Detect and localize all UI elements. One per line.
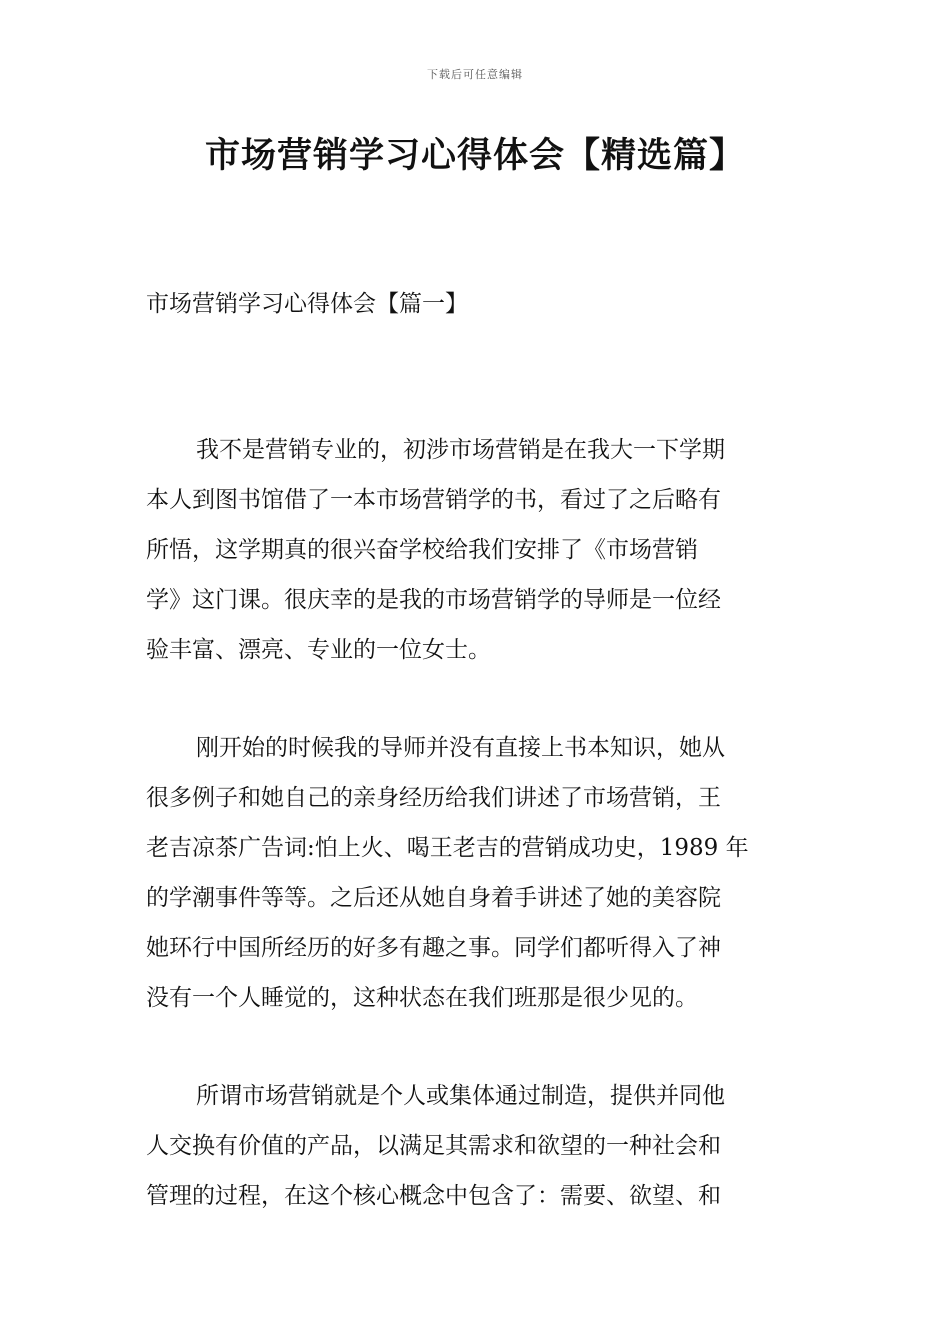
paragraph-line: 学》这门课。很庆幸的是我的市场营销学的导师是一位经: [146, 587, 721, 613]
paragraph-line: 人交换有价值的产品，以满足其需求和欲望的一种社会和: [146, 1133, 721, 1159]
paragraph-line: 刚开始的时候我的导师并没有直接上书本知识，她从: [196, 735, 725, 761]
section-heading: 市场营销学习心得体会【篇一】: [146, 291, 468, 317]
document-title: 市场营销学习心得体会【精选篇】: [204, 136, 745, 176]
paragraph-line: 本人到图书馆借了一本市场营销学的书，看过了之后略有: [146, 487, 721, 513]
paragraph-line: 没有一个人睡觉的，这种状态在我们班那是很少见的。: [146, 985, 698, 1011]
paragraph-3: [146, 1071, 806, 1221]
paragraph-line: 验丰富、漂亮、专业的一位女士。: [146, 637, 491, 663]
paragraph-line: 老吉凉茶广告词:怕上火、喝王老吉的营销成功史，1989 年: [146, 835, 749, 861]
paragraph-line: 所悟，这学期真的很兴奋学校给我们安排了《市场营销: [146, 537, 698, 563]
paragraph-2: [146, 723, 806, 1023]
paragraph-line: 很多例子和她自己的亲身经历给我们讲述了市场营销，王: [146, 785, 721, 811]
paragraph-line: 她环行中国所经历的好多有趣之事。同学们都听得入了神: [146, 935, 721, 961]
paragraph-1: [146, 425, 806, 675]
paragraph-line: 管理的过程，在这个核心概念中包含了：需要、欲望、和: [146, 1183, 721, 1209]
watermark-text: 下载后可任意编辑: [427, 68, 523, 81]
paragraph-line: 我不是营销专业的，初涉市场营销是在我大一下学期: [196, 437, 725, 463]
paragraph-line: 所谓市场营销就是个人或集体通过制造，提供并同他: [196, 1083, 725, 1109]
paragraph-line: 的学潮事件等等。之后还从她自身着手讲述了她的美容院: [146, 885, 721, 911]
